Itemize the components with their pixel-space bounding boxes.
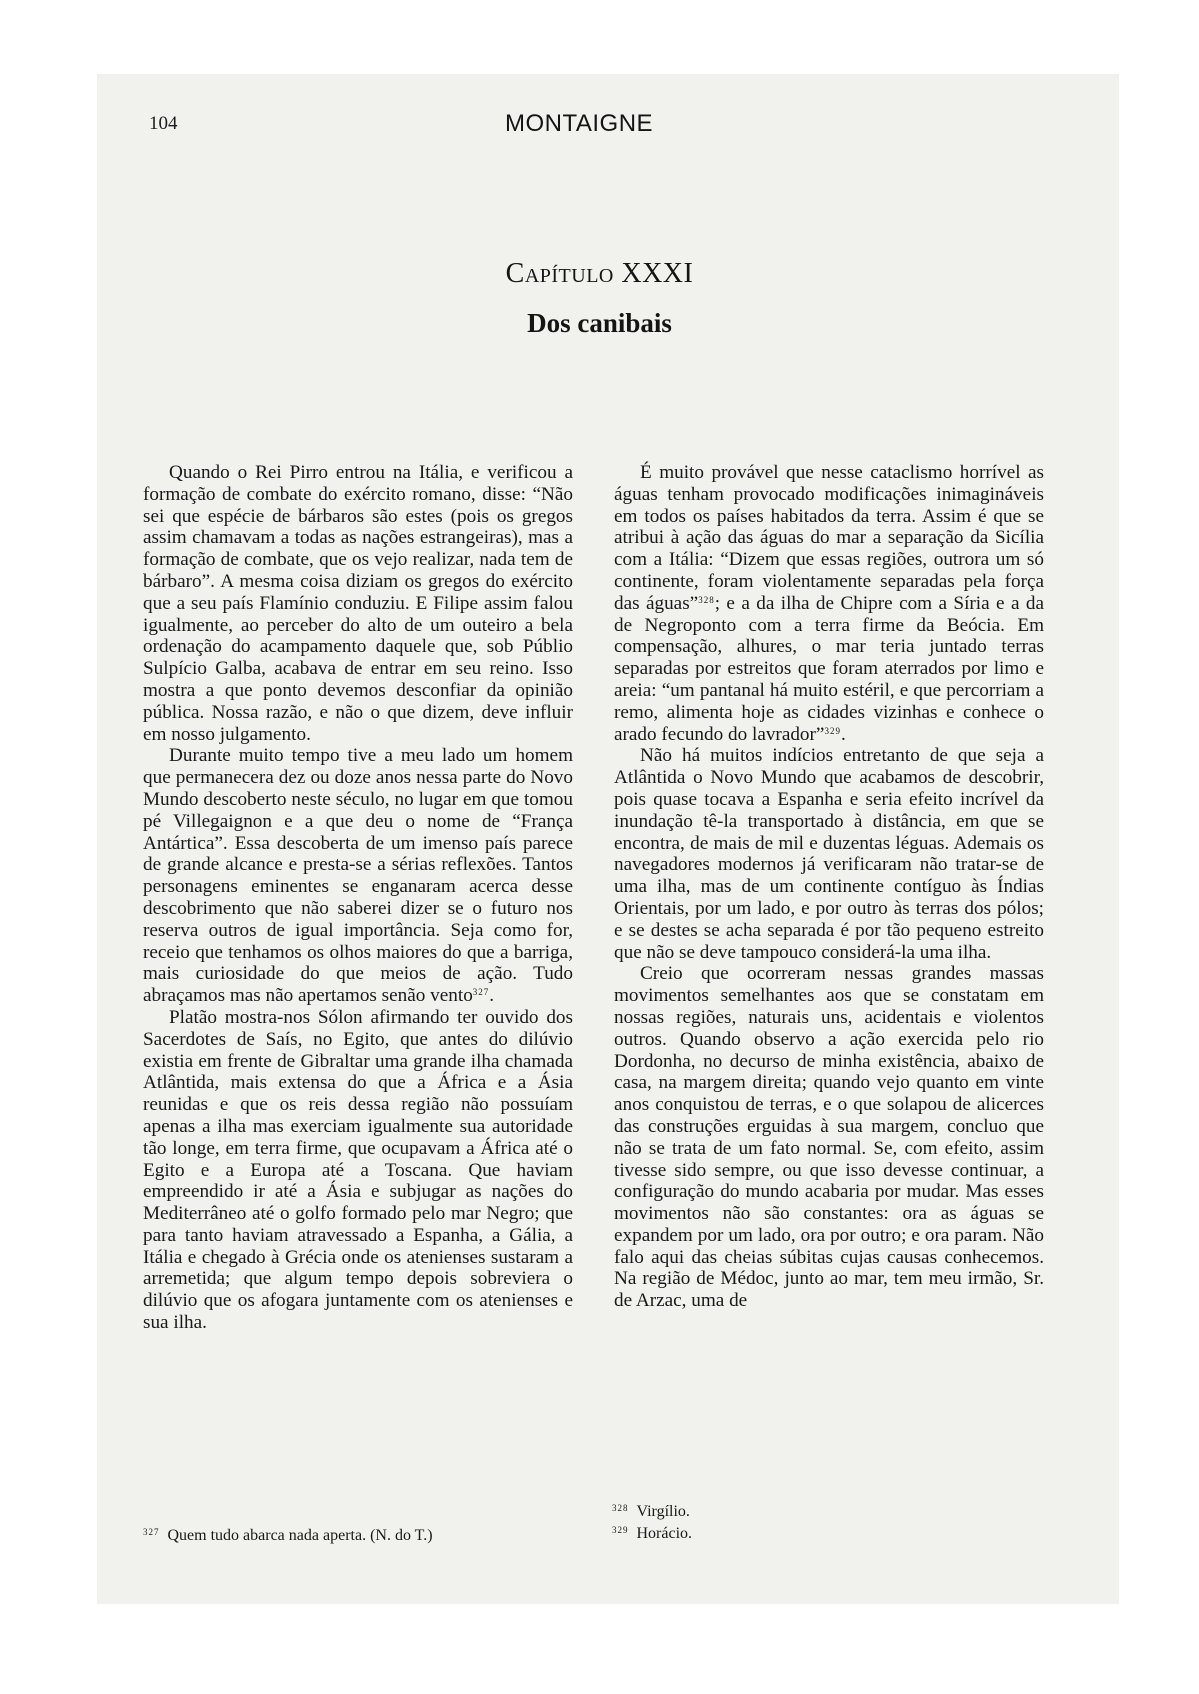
chapter-label-rest: APÍTULO (524, 265, 614, 287)
footnote-ref-328: 328 (698, 594, 715, 605)
paragraph-end: . (489, 985, 495, 1007)
footnote-329 (612, 1525, 692, 1547)
footnote-text: Virgílio. (636, 1503, 690, 1520)
chapter-title: Dos canibais (527, 308, 672, 338)
running-title: MONTAIGNE (505, 110, 654, 137)
footnote-ref-329: 329 (824, 725, 841, 736)
paragraph-end: . (840, 723, 846, 745)
right-column (614, 462, 1044, 1312)
footnotes-left (143, 1527, 433, 1549)
paragraph: Quando o Rei Pirro entrou na Itália, e verificou a formação de combate do exército romano, disse: “Não sei que espécie de bárbaros são estes (pois os gregos assim chamavam a todas as nações estrangeiras), mas a formação de combate, que os vejo realizar, nada tem de bárbaro”. A mesma coisa diziam os gregos do exército que a seu país Flamínio conduziu. E Filipe assim falou igualmente, ao perceber do alto de um outeiro a bela ordenação do acampamento daquele que, sob Públio Sulpício Galba, acabava de entrar em seu reino. Isso mostra a que ponto devemos desconfiar da opinião pública. Nossa razão, e não o que dizem, deve influir em nosso julgamento. (143, 462, 573, 745)
paragraph: Creio que ocorreram nessas grandes massas movimentos semelhantes aos que se constatam em nossas regiões, naturais uns, acidentais e violentos outros. Quando observo a ação exercida pelo rio Dordonha, no decurso de minha existência, abaixo de casa, na margem direita; quando vejo quanto em vinte anos conquistou de terras, e o que solapou de alicerces das construções erguidas à sua margem, concluo que não se trata de um fato normal. Se, com efeito, assim tivesse sido sempre, ou que isso devesse continuar, a configuração do mundo acabaria por mudar. Mas esses movimentos não são constantes: ora as águas se expandem por um lado, ora por outro; e ora param. Não falo aqui das cheias súbitas cujas causas conhecemos. Na região de Médoc, junto ao mar, tem meu irmão, Sr. de Arzac, uma de (614, 963, 1044, 1312)
footnote-ref-327: 327 (472, 987, 490, 998)
left-column (143, 462, 573, 1334)
footnote-327 (143, 1527, 433, 1549)
footnote-mark: 328 (612, 1503, 629, 1513)
chapter-label-initial: C (505, 258, 525, 289)
chapter-numeral: XXXI (621, 258, 694, 289)
paragraph: Não há muitos indícios entretanto de que seja a Atlântida o Novo Mundo que acabamos de descobrir, pois quase tocava a Espanha e seria efeito incrível da inundação tê-la transportado à distância, em que se encontra, de mais de mil e duzentas léguas. Ademais os navegadores modernos já verificaram não tratar-se de uma ilha, mas de um continente contíguo às Índias Orientais, por um lado, e por outro às terras dos pólos; e se destes se acha separada é por tão pequeno estreito que não se deve tampouco considerá-la uma ilha. (614, 745, 1044, 963)
paragraph (143, 745, 573, 1007)
chapter-heading (0, 258, 1199, 290)
footnote-mark: 329 (612, 1525, 629, 1535)
footnote-mark: 327 (143, 1527, 160, 1537)
paragraph-text: É muito provável que nesse cataclismo horrível as águas tenham provocado modificações inimagináveis em todos os países habitados da terra. Assim é que se atribui à ação das águas do mar a separação da Sicília com a Itália: “Dizem que essas regiões, outrora um só continente, foram violentamente separadas pela força das águas” (614, 462, 1044, 614)
footnote-text: Quem tudo abarca nada aperta. (N. do T.) (167, 1527, 433, 1544)
paragraph (614, 462, 1044, 745)
paragraph-text: ; e a da ilha de Chipre com a Síria e a da de Negroponto com a terra firme da Beócia. Em compensação, alhures, o mar teria juntado terras separadas por estreitos que foram aterrados por limo e areia: “um pantanal há muito estéril, e que percorriam a remo, alimenta hoje as cidades vizinhas e conhece o arado fecundo do lavrador” (614, 592, 1045, 745)
footnote-328 (612, 1503, 692, 1525)
footnotes-right (612, 1503, 692, 1547)
footnote-text: Horácio. (636, 1525, 693, 1542)
paragraph-text: Durante muito tempo tive a meu lado um homem que permanecera dez ou doze anos nessa parte do Novo Mundo descoberto neste século, no lugar em que tomou pé Villegaignon e a que deu o nome de “França Antártica”. Essa descoberta de um imenso país parece de grande alcance e presta-se a sérias reflexões. Tantos personagens eminentes se enganaram acerca desse descobrimento que não saberei dizer se o futuro nos reserva outros de igual importância. Seja como for, receio que tenhamos os olhos maiores do que a barriga, mais curiosidade do que meios de ação. Tudo abraçamos mas não apertamos senão vento (143, 745, 573, 1007)
page-number: 104 (149, 113, 178, 134)
paragraph: Platão mostra-nos Sólon afirmando ter ouvido dos Sacerdotes de Saís, no Egito, que antes do dilúvio existia em frente de Gibraltar uma grande ilha chamada Atlântida, mais extensa do que a África e a Ásia reunidas e que os reis dessa região não possuíam apenas a ilha mas exerciam igualmente sua autoridade tão longe, em terra firme, que ocupavam a África até o Egito e a Europa até a Toscana. Que haviam empreendido ir até a Ásia e subjugar as nações do Mediterrâneo até o golfo formado pelo mar Negro; que para tanto haviam atravessado a Espanha, a Gália, a Itália e chegado à Grécia onde os atenienses sustaram a arremetida; que algum tempo depois sobreviera o dilúvio que os afogara juntamente com os atenienses e sua ilha. (143, 1006, 573, 1334)
